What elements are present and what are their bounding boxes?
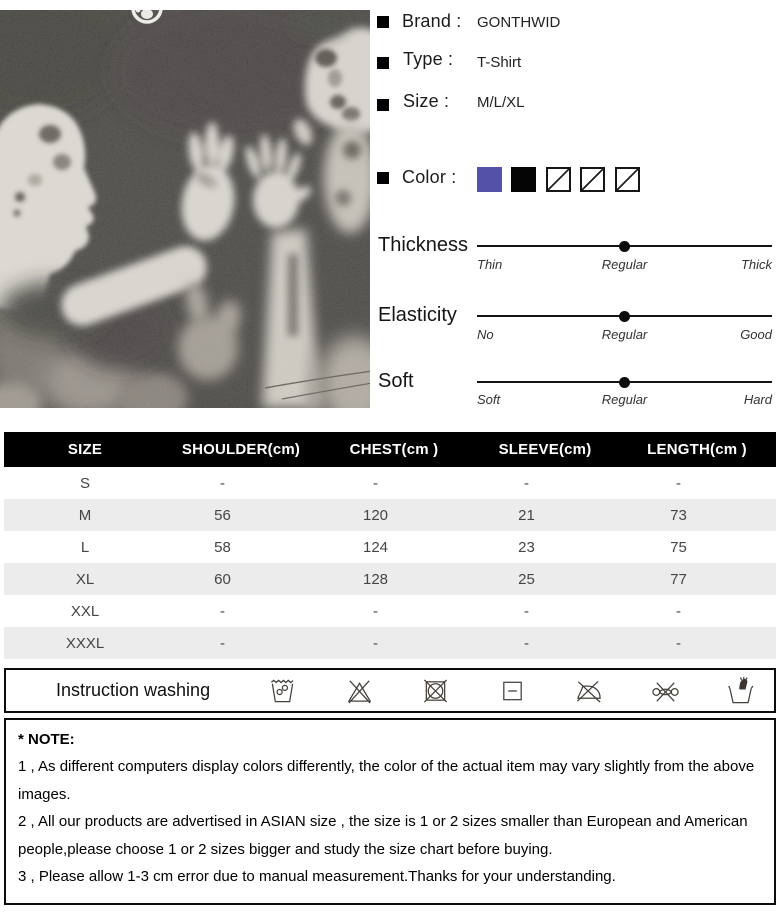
do-not-tumble-dry-icon (421, 676, 450, 706)
cell: S (79, 474, 90, 492)
scale-max-label: Good (740, 327, 772, 342)
header-size: SIZE (4, 432, 166, 467)
thickness-scale (477, 257, 772, 273)
cell: 75 (670, 538, 687, 556)
cell: - (220, 602, 225, 620)
cell: - (676, 474, 681, 492)
soft-label: Soft (378, 370, 414, 392)
do-not-bleach-icon (345, 676, 374, 706)
scale-min-label: Soft (477, 392, 501, 407)
cell: 58 (214, 538, 231, 556)
do-not-wring-icon (651, 676, 680, 706)
table-row (4, 531, 776, 563)
bullet-square-icon (377, 172, 389, 184)
cell: - (373, 634, 378, 652)
thickness-slider (477, 245, 772, 247)
bullet-square-icon (377, 57, 389, 69)
color-swatch-blue (477, 167, 502, 192)
cell: - (524, 602, 529, 620)
slider-dot (619, 377, 630, 388)
color-swatch-pattern (580, 167, 605, 192)
elasticity-scale (477, 327, 772, 343)
cell: - (676, 602, 681, 620)
cell: 124 (362, 538, 389, 556)
cell: - (220, 474, 225, 492)
cell: 25 (518, 570, 535, 588)
note-item: 3 , Please allow 1-3 cm error due to manual measurement.Thanks for your understanding. (18, 868, 616, 885)
dry-flat-icon (498, 676, 527, 706)
brand-label: Brand : (402, 11, 462, 31)
size-value: M/L/XL (477, 94, 525, 111)
cell: XXXL (65, 634, 105, 652)
machine-wash-icon (268, 676, 297, 706)
scale-min-label: Thin (477, 257, 503, 272)
header-shoulder: SHOULDER(cm) (166, 432, 316, 467)
header-sleeve: SLEEVE(cm) (472, 432, 618, 467)
table-row (4, 595, 776, 627)
scale-mid-label: Regular (601, 257, 648, 272)
thickness-label: Thickness (378, 234, 469, 256)
hand-wash-icon (727, 676, 756, 706)
cell: 60 (214, 570, 231, 588)
cell: M (78, 506, 92, 524)
cell: - (373, 602, 378, 620)
scale-max-label: Hard (743, 392, 772, 407)
elasticity-slider (477, 315, 772, 317)
color-label: Color : (402, 167, 457, 187)
cell: 73 (670, 506, 687, 524)
note-item: 1 , As different computers display colors differently, the color of the actual item may vary slightly from the above images. (18, 758, 755, 803)
bullet-square-icon (377, 99, 389, 111)
do-not-iron-icon (574, 676, 603, 706)
table-row (4, 627, 776, 659)
size-table (4, 432, 776, 659)
color-swatch-pattern (546, 167, 571, 192)
cell: 77 (670, 570, 687, 588)
elasticity-label: Elasticity (378, 304, 457, 326)
note-box (4, 718, 776, 905)
cell: - (373, 474, 378, 492)
color-swatch-black (511, 167, 536, 192)
cell: 120 (362, 506, 389, 524)
product-photo (0, 10, 370, 408)
slider-dot (619, 241, 630, 252)
cell: - (676, 634, 681, 652)
table-row (4, 499, 776, 531)
color-swatch-pattern (615, 167, 640, 192)
note-title: * NOTE: (18, 731, 75, 748)
scale-min-label: No (477, 327, 494, 342)
table-row (4, 563, 776, 595)
slider-dot (619, 311, 630, 322)
soft-slider (477, 381, 772, 383)
type-label: Type : (403, 49, 454, 69)
cell: - (524, 634, 529, 652)
cell: XL (75, 570, 95, 588)
bullet-square-icon (377, 16, 389, 28)
header-length: LENGTH(cm ) (618, 432, 776, 467)
scale-mid-label: Regular (601, 327, 648, 342)
scale-max-label: Thick (740, 257, 772, 272)
washing-instructions-label: Instruction washing (56, 680, 211, 700)
cell: L (80, 538, 90, 556)
size-label: Size : (403, 91, 450, 111)
cell: XXL (70, 602, 100, 620)
header-chest: CHEST(cm ) (316, 432, 472, 467)
table-header-row (4, 432, 776, 467)
cell: 56 (214, 506, 231, 524)
table-row (4, 467, 776, 499)
soft-scale (477, 392, 772, 408)
type-value: T-Shirt (477, 54, 522, 71)
cell: - (524, 474, 529, 492)
cell: 23 (518, 538, 535, 556)
note-item: 2 , All our products are advertised in ASIAN size , the size is 1 or 2 sizes smaller than European and American people,please choose 1 or 2 sizes bigger and study the size chart before buying. (18, 813, 748, 858)
brand-value: GONTHWID (477, 14, 561, 31)
cell: 21 (518, 506, 535, 524)
washing-icons (268, 676, 756, 706)
cell: - (220, 634, 225, 652)
scale-mid-label: Regular (601, 392, 648, 407)
cell: 128 (362, 570, 389, 588)
washing-instructions-box (4, 668, 776, 713)
